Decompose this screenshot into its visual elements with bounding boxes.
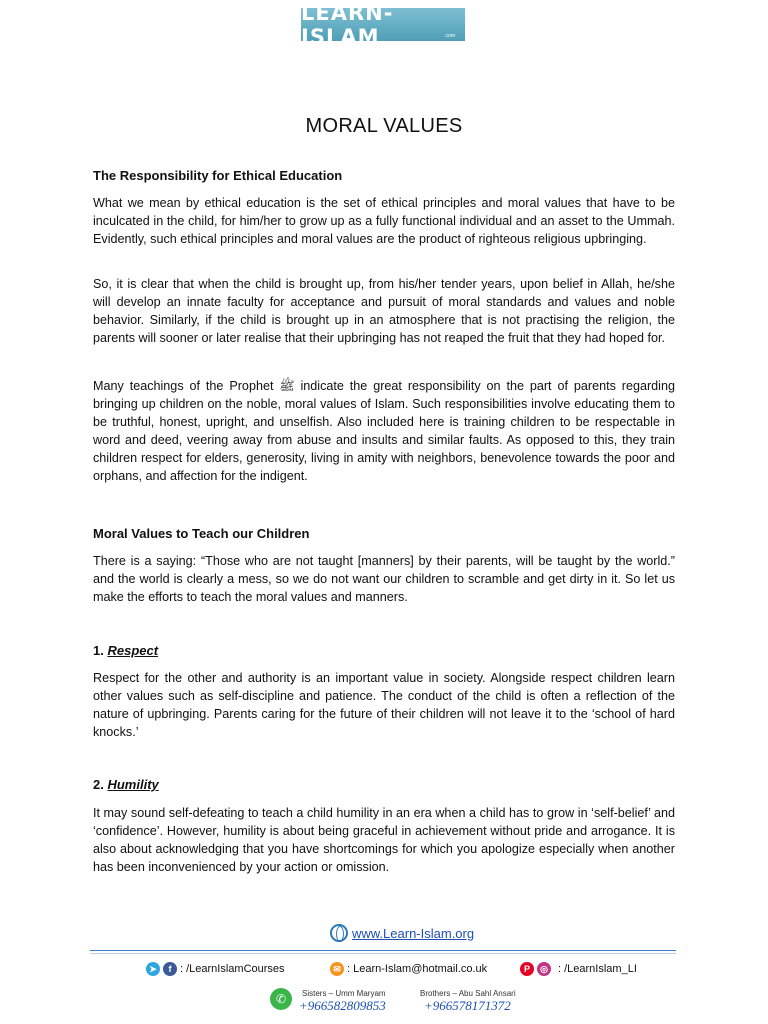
item1-title: Respect [107,643,159,658]
brothers-phone[interactable]: +966578171372 [424,998,511,1013]
email-contact[interactable] [330,962,487,976]
footer-divider [90,950,676,951]
globe-icon [330,924,348,942]
website-link[interactable]: www.Learn-Islam.org [352,925,475,941]
item1-number: 1. [93,643,104,658]
item2-title: Humility [107,777,159,792]
website-link-row[interactable] [330,924,474,942]
whatsapp-icon: ✆ [270,988,292,1010]
section1-paragraph-2: So, it is clear that when the child is brought up, from his/her tender years, upon belief in Allah, he/she will develop an innate faculty for acceptance and pursuit of moral standards and values and noble behavior. Similarly, if the child is brought up in an atmosphere that is not practising the religion, the parents will sooner or later realise that their upbringing has not reaped the fruit that they had hoped for. [93,277,675,345]
instagram-icon: ◎ [537,962,551,976]
item2-number: 2. [93,777,104,792]
section1-paragraph-1: What we mean by ethical education is the set of ethical principles and moral values that have to be inculcated in the child, for him/her to grow up as a fully functional individual and an asset to the Ummah. Evidently, such ethical principles and moral values are the product of righteous religious upbringing. [93,196,675,246]
document-title: MORAL VALUES [305,115,463,137]
sisters-label: Sisters – Umm Maryam [302,989,386,998]
section2-heading: Moral Values to Teach our Children [93,526,310,541]
footer-divider-shadow [90,953,676,954]
item2-heading [93,776,159,794]
email-label: : Learn-Islam@hotmail.co.uk [347,963,488,975]
brothers-label: Brothers – Abu Sahl Ansari [420,989,516,998]
facebook-icon: f [163,962,177,976]
item1-paragraph: Respect for the other and authority is an important value in society. Alongside respect children learn other values such as self-discipline and patience. The conduct of the child is often a reflection of the nature of upbringing. Parents caring for the future of their children will not leave it to the ‘school of hard knocks.’ [93,671,675,739]
social-handle[interactable] [520,962,637,976]
telegram-icon: ➤ [146,962,160,976]
logo-text: LEARN-ISLAM [301,0,394,49]
learn-islam-logo [301,0,465,49]
item2-paragraph: It may sound self-defeating to teach a child humility in an era when a child has to grow in ‘self-belief’ and ‘confidence’. However, humility is about being graceful in achievement without pride and arrogance. It is also about acknowledging that you have shortcomings for which you apologize especially when another has been inconvenienced by your action or omission. [93,806,675,874]
email-icon: ✉ [330,962,344,976]
section1-paragraph-3: Many teachings of the Prophet ﷺ indicate the great responsibility on the part of parents regarding bringing up children on the noble, moral values of Islam. Such responsibilities involve educating them to be truthful, honest, upright, and unselfish. Also included here is training children to be respectable in word and deed, veering away from abuse and insults and similar faults. As opposed to this, they train children respect for elders, generosity, living in amity with neighbors, benevolence towards the poor and orphans, and affection for the indigent. [93,379,675,483]
section1-heading: The Responsibility for Ethical Education [93,168,343,183]
social-courses[interactable] [146,962,285,976]
logo-domain: .com [444,33,455,39]
social-handle-label: : /LearnIslam_LI [558,963,637,975]
sisters-phone[interactable]: +966582809853 [299,998,386,1013]
item1-heading [93,642,158,660]
social-courses-label: : /LearnIslamCourses [180,963,285,975]
pinterest-icon: P [520,962,534,976]
section2-paragraph: There is a saying: “Those who are not taught [manners] by their parents, will be taught by the world.” and the world is clearly a mess, so we do not want our children to scramble and get dirty in it. So let us make the efforts to teach the moral values and manners. [93,554,675,604]
